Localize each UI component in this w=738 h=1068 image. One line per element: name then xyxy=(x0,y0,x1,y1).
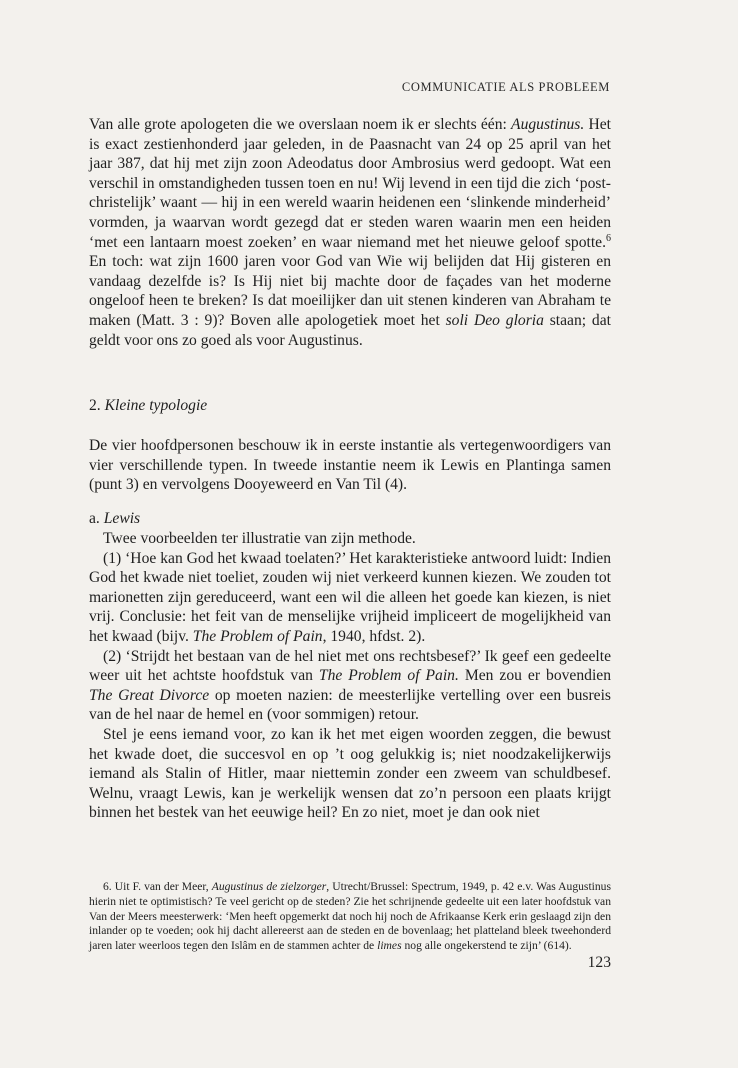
footnote-text-c: nog alle ongekerstend te zijn’ (614). xyxy=(401,939,572,953)
para5-text-a: (2) ‘Strijdt het bestaan van de hel niet met ons rechtsbesef?’ Ik geef een gedeelte weer uit het achtste hoofdstuk van xyxy=(89,647,611,685)
paragraph-augustinus xyxy=(89,115,611,350)
para1-emphasis-soli-deo-gloria: soli Deo gloria xyxy=(445,311,544,329)
paragraph-example-1 xyxy=(89,549,611,647)
para4-text-a: (1) ‘Hoe kan God het kwaad toelaten?’ Het karakteristieke antwoord luidt: Indien God het kwade niet toeliet, zouden wij niet verkeerd kunnen kiezen. We zouden tot marionetten zijn gereduceerd, want een wil die alleen het goede kan kiezen, is niet vrij. Conclusie: het feit van de menselijke vrijheid impliceert de mogelijkheid van het kwaad (bijv. xyxy=(89,549,611,645)
subsection-letter: a. xyxy=(89,510,104,527)
footnote-text-a: 6. Uit F. van der Meer, xyxy=(103,880,212,893)
footnote-text-b: , Utrecht/Brussel: Spectrum, 1949, p. 42 e.v. Was Augustinus hierin niet te optimistisch? Te veel gericht op de steden? Zie het schrijnende gedeelte uit een later hoofdstuk van Van der Meers meesterwerk: ‘Men heeft opgemerkt dat noch hij noch de Afrikaanse Kerk erin geslaagd zijn den inlander op te voeden; ook hij dacht allereerst aan de steden en de bovenlaag; het platteland bleek tweehonderd jaren later weerloos tegen den Islâm en de stammen achter de xyxy=(89,880,611,953)
footnote-emphasis-limes: limes xyxy=(377,939,402,953)
paragraph-example-2 xyxy=(89,647,611,725)
para1-text-b: Het is exact zestienhonderd jaar geleden, in de Paasnacht van 24 op 25 april van het jaar 387, dat hij met zijn zoon Adeodatus door Ambrosius werd gedoopt. Wat een verschil in omstandigheden tussen toen en nu! Wij levend in een tijd die zich ‘post-christelijk’ waant — hij in een wereld waarin heidenen een ‘slinkende minderheid’ vormden, ja waarvan wordt gezegd dat er steden waren waarin men een heiden ‘met een lantaarn moest zoeken’ en waar niemand met het nieuwe geloof spotte. xyxy=(89,116,611,251)
para3-text: Twee voorbeelden ter illustratie van zijn methode. xyxy=(103,530,416,547)
para1-text-c: En toch: wat zijn 1600 jaren voor God van Wie wij belijden dat Hij gisteren en vandaag dezelfde is? Is Hij niet bij machte door de façades van het moderne ongeloof heen te breken? Is dat moeilijker dan uit stenen kinderen van Abraham te maken (Matt. 3 : 9)? Boven alle apologetiek moet het xyxy=(89,253,611,329)
paragraph-typology xyxy=(89,436,611,495)
para2-text: De vier hoofdpersonen beschouw ik in eerste instantie als vertegenwoordigers van vier verschillende typen. In tweede instantie neem ik Lewis en Plantinga samen (punt 3) en vervolgens Dooyeweerd en Van Til (4). xyxy=(89,437,611,494)
para5-emphasis-great-divorce: The Great Divorce xyxy=(89,686,210,704)
para4-text-b: , 1940, hfdst. 2). xyxy=(322,627,426,645)
footnote-6 xyxy=(89,880,611,954)
running-head: COMMUNICATIE ALS PROBLEEM xyxy=(401,80,610,94)
subsection-heading xyxy=(89,510,140,528)
para6-text: Stel je eens iemand voor, zo kan ik het met eigen woorden zeggen, die bewust het kwade doet, die succesvol en op ’t oog gelukkig is; niet noodzakelijkerwijs iemand als Stalin of Hitler, maar niettemin zonder een zweem van schuldbesef. Welnu, vraagt Lewis, kan je werkelijk wensen dat zo’n persoon een plaats krijgt binnen het bestek van het eeuwige heil? En zo niet, moet je dan ook niet xyxy=(89,725,611,822)
footnote-marker[interactable]: 6 xyxy=(606,232,611,244)
section-number: 2. xyxy=(89,397,105,414)
subsection-title: Lewis xyxy=(103,510,141,527)
para4-emphasis-book: The Problem of Pain xyxy=(192,627,323,645)
para5-emphasis-book: The Problem of Pain. xyxy=(318,667,459,685)
footnote-emphasis-title: Augustinus de zielzorger xyxy=(211,880,327,893)
para1-text-d: staan; dat geldt voor ons zo goed als voor Augustinus. xyxy=(89,311,611,349)
lewis-section-body xyxy=(89,529,611,823)
para1-text-a: Van alle grote apologeten die we overslaan noem ik er slechts één: xyxy=(89,116,512,133)
para5-text-b: Men zou er bovendien xyxy=(458,667,611,685)
section-heading xyxy=(89,397,207,415)
page-number: 123 xyxy=(587,954,611,971)
section-title: Kleine typologie xyxy=(104,397,208,414)
para1-emphasis-augustinus: Augustinus. xyxy=(511,116,585,133)
para5-text-c: op moeten nazien: de meesterlijke vertelling over een busreis van de hel naar de hemel en (voor sommigen) retour. xyxy=(89,686,611,724)
